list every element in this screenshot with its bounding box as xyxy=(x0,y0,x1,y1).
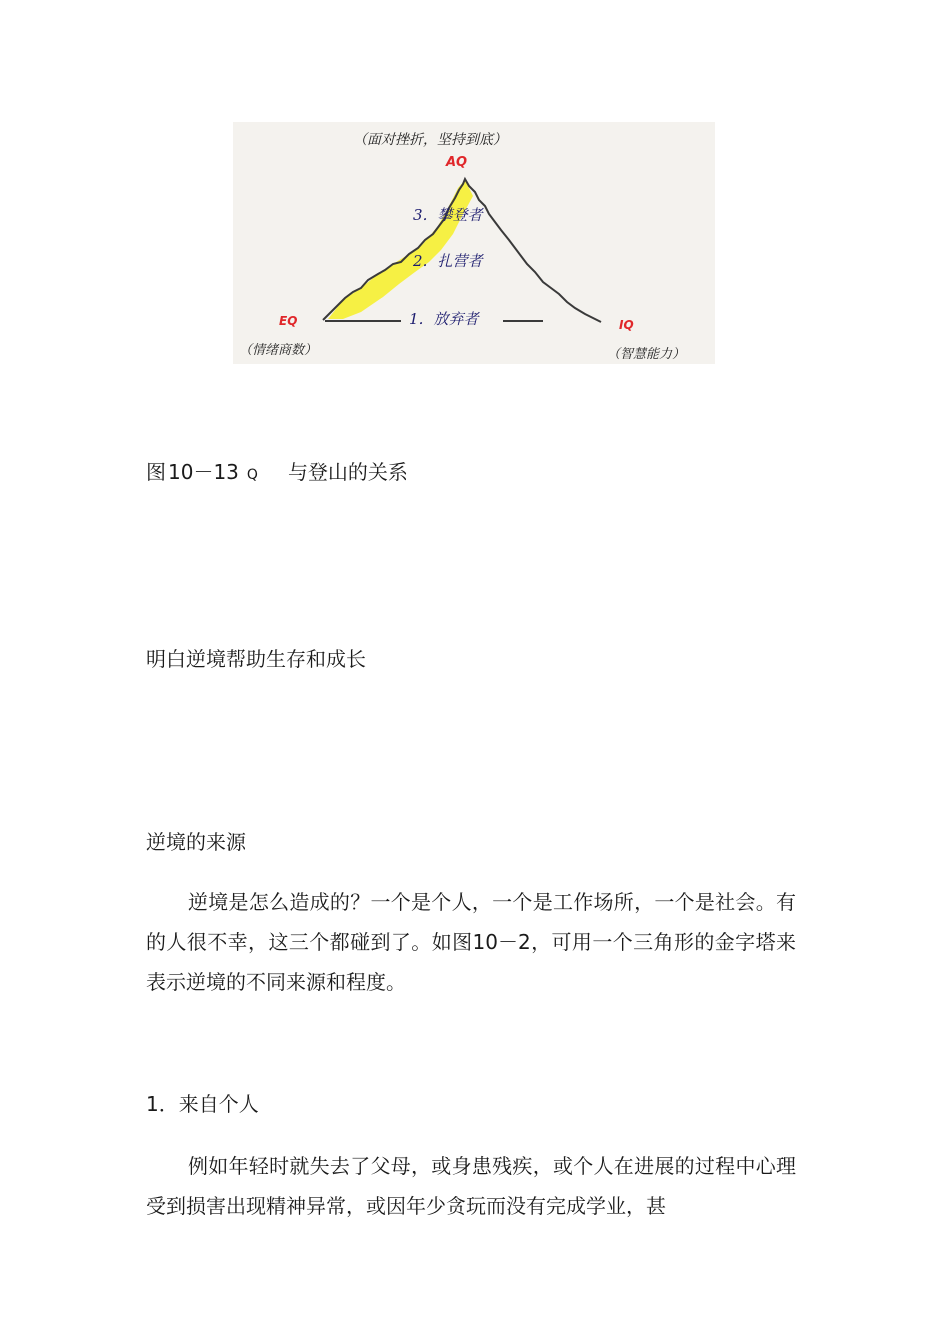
level-1-label: 1．放弃者 xyxy=(409,310,479,328)
heading-survival: 明白逆境帮助生存和成长 xyxy=(146,647,366,671)
paragraph-sources: 逆境是怎么造成的？一个是个人，一个是工作场所，一个是社会。有的人很不幸，这三个都碰到了。如图10－2，可用一个三角形的金字塔来表示逆境的不同来源和程度。 xyxy=(146,890,796,994)
mountain-figure xyxy=(233,122,715,364)
right-label: IQ xyxy=(619,318,634,332)
peak-label: AQ xyxy=(446,155,468,170)
mountain-drawing xyxy=(233,122,715,364)
left-label: EQ xyxy=(279,314,298,328)
level-2-label: 2．扎营者 xyxy=(413,252,483,270)
left-note: （情绪商数） xyxy=(239,343,318,358)
caption-number: 10－13 xyxy=(168,460,239,484)
caption-text: 与登山的关系 xyxy=(287,460,408,484)
caption-prefix: 图 xyxy=(146,460,166,484)
right-note: （智慧能力） xyxy=(607,347,686,362)
figure-caption xyxy=(146,458,408,489)
climb-highlight xyxy=(328,180,473,319)
section-personal: 1．来自个人 xyxy=(146,1092,259,1116)
caption-q: Q xyxy=(246,467,258,483)
top-note: （面对挫折，坚持到底） xyxy=(353,132,507,148)
level-3-label: 3．攀登者 xyxy=(413,206,483,224)
heading-sources: 逆境的来源 xyxy=(146,830,246,854)
paragraph-personal: 例如年轻时就失去了父母，或身患残疾，或个人在进展的过程中心理受到损害出现精神异常，或因年少贪玩而没有完成学业，甚 xyxy=(146,1154,796,1218)
